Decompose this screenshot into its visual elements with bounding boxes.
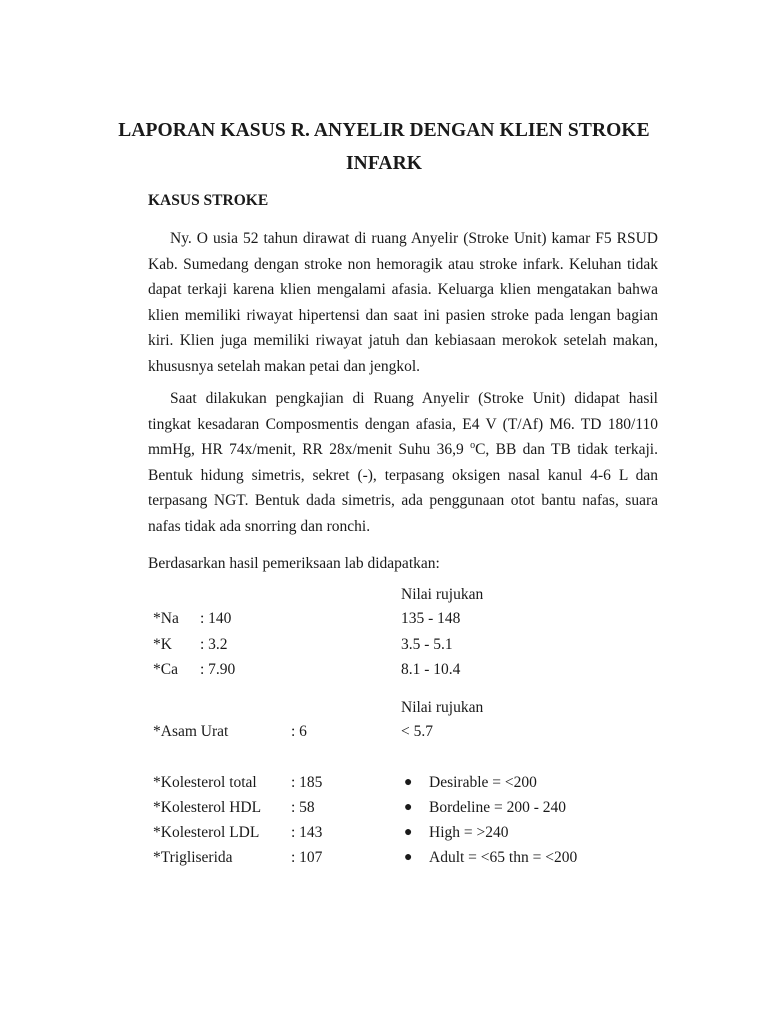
lab-ref-k: 3.5 - 5.1 <box>401 636 453 653</box>
electrolyte-ref-header: Nilai rujukan <box>401 586 484 603</box>
case-paragraph-1: Ny. O usia 52 tahun dirawat di ruang Anyelir (Stroke Unit) kamar F5 RSUD Kab. Sumedang dengan stroke non hemoragik atau stroke infark. Keluhan tidak dapat terkaji karena klien mengalami afasia. Keluarga klien mengatakan bahwa klien memiliki riwayat hipertensi dan saat ini pasien stroke pada lengan bagian kiri. Klien juga memiliki riwayat jatuh dan kebiasaan merokok setelah makan, khususnya setelah makan petai dan jengkol. <box>148 230 658 375</box>
bullet-icon: ● <box>404 825 413 840</box>
lab-name-triglycerides: *Trigliserida <box>153 849 233 866</box>
lab-value-triglycerides: : 107 <box>291 849 323 866</box>
lab-value-k: : 3.2 <box>200 636 228 653</box>
lab-value-uric-acid: : 6 <box>291 723 307 740</box>
case-paragraph-2 <box>148 386 658 540</box>
lab-ref-adult: Adult = <65 thn = <200 <box>429 849 578 866</box>
lab-value-na: : 140 <box>200 610 232 627</box>
case-paragraph-2-part-a: Saat dilakukan pengkajian di Ruang Anyelir (Stroke Unit) didapat hasil tingkat kesadaran Composmentis dengan afasia, E4 V (T/Af) M6. TD 180/110 mmHg, HR 74x/menit, RR 28x/menit Suhu 36,9 <box>148 390 658 459</box>
bullet-icon: ● <box>404 800 413 815</box>
lab-ref-ca: 8.1 - 10.4 <box>401 661 461 678</box>
lab-value-cholesterol-ldl: : 143 <box>291 824 323 841</box>
uric-ref-header: Nilai rujukan <box>401 699 484 716</box>
document-title: LAPORAN KASUS R. ANYELIR DENGAN KLIEN STROKE INFARK <box>118 120 650 174</box>
lab-ref-desirable: Desirable = <200 <box>429 774 537 791</box>
bullet-icon: ● <box>404 850 413 865</box>
lab-ref-uric-acid: < 5.7 <box>401 723 433 740</box>
case-paragraph-2-part-b: C, BB dan TB tidak terkaji. Bentuk hidung simetris, sekret (-), terpasang oksigen nasal kanul 4-6 L dan terpasang NGT. Bentuk dada simetris, ada penggunaan otot bantu nafas, suara nafas tidak ada snorring dan ronchi. <box>148 441 658 535</box>
lab-name-k: *K <box>153 636 172 653</box>
lab-name-cholesterol-hdl: *Kolesterol HDL <box>153 799 262 816</box>
lab-ref-high: High = >240 <box>429 824 509 841</box>
lab-intro: Berdasarkan hasil pemeriksaan lab didapatkan: <box>148 555 440 572</box>
lab-ref-borderline: Bordeline = 200 - 240 <box>429 799 567 816</box>
lab-value-cholesterol-hdl: : 58 <box>291 799 315 816</box>
lab-name-cholesterol-total: *Kolesterol total <box>153 774 257 791</box>
lab-name-uric-acid: *Asam Urat <box>153 723 229 740</box>
lab-ref-na: 135 - 148 <box>401 610 461 627</box>
section-heading: KASUS STROKE <box>148 192 269 209</box>
lab-value-ca: : 7.90 <box>200 661 236 678</box>
lab-name-na: *Na <box>153 610 179 627</box>
lab-name-cholesterol-ldl: *Kolesterol LDL <box>153 824 260 841</box>
lab-name-ca: *Ca <box>153 661 178 678</box>
degree-superscript: o <box>470 440 476 452</box>
bullet-icon: ● <box>404 775 413 790</box>
lab-value-cholesterol-total: : 185 <box>291 774 323 791</box>
